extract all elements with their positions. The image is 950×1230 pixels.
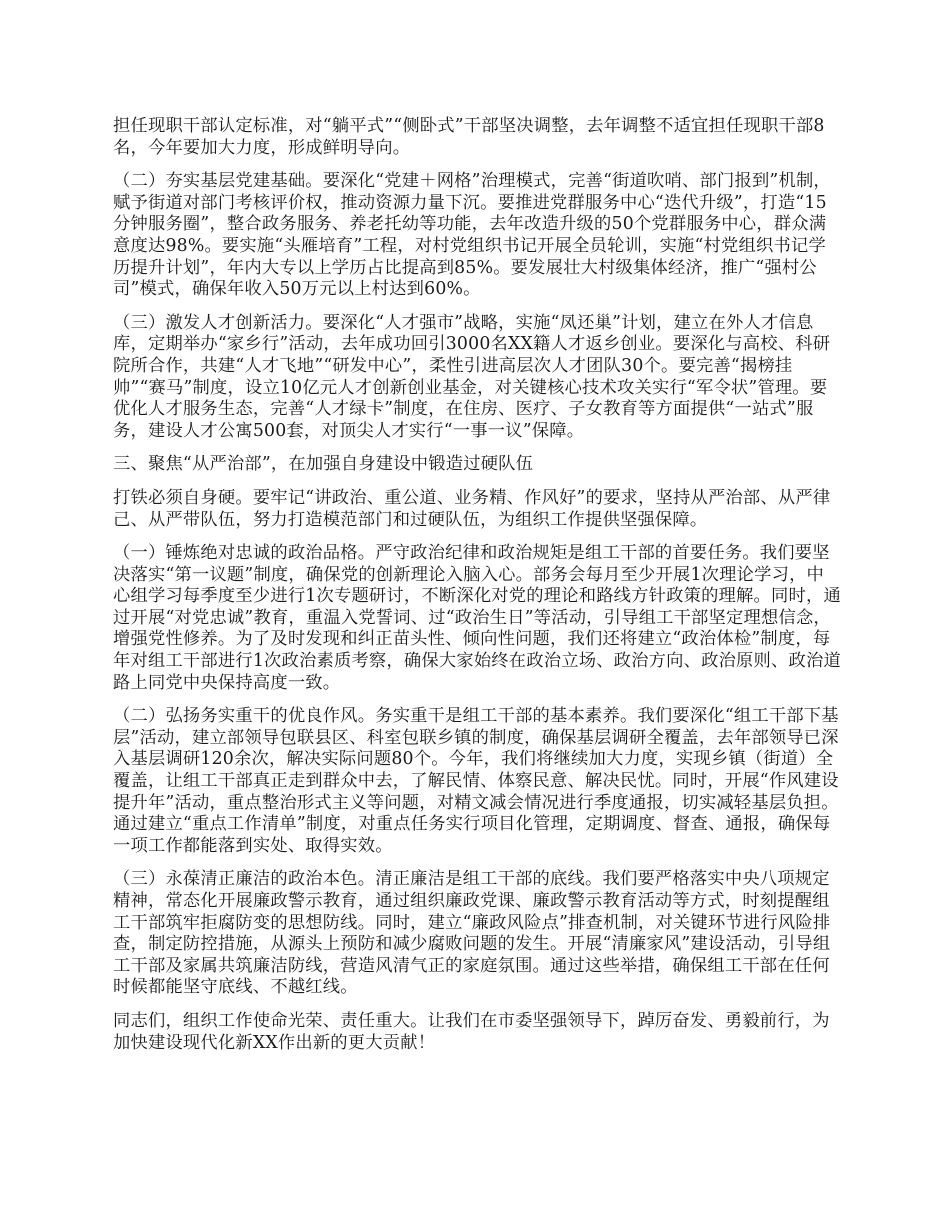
paragraph-political-loyalty: （一）锤炼绝对忠诚的政治品格。严守政治纪律和政治规矩是组工干部的首要任务。我们要坚决落实“第一议题”制度，确保党的创新理论入脑入心。部务会每月至少开展1次理论学习，中心组学习每季度至少进行1次专题研讨，不断深化对党的理论和路线方针政策的理解。同时，通过开展“对党忠诚”教育，重温入党誓词、过“政治生日”等活动，引导组工干部坚定理想信念，增强党性修养。为了及时发现和纠正苗头性、倾向性问题，我们还将建立“政治体检”制度，每年对组工干部进行1次政治素质考察，确保大家始终在政治立场、政治方向、政治原则、政治道路上同党中央保持高度一致。 <box>113 543 841 693</box>
section-heading-strict-governance: 三、聚焦“从严治部”，在加强自身建设中锻造过硬队伍 <box>113 454 534 475</box>
paragraph-talent-innovation: （三）激发人才创新活力。要深化“人才强市”战略，实施“凤还巢”计划，建立在外人才信息库，定期举办“家乡行”活动，去年成功回引3000名XX籍人才返乡创业。要深化与高校、科研院所合作，共建“人才飞地”“研发中心”，柔性引进高层次人才团队30个。要完善“揭榜挂帅”“赛马”制度，设立10亿元人才创新创业基金，对关键核心技术攻关实行“军令状”管理。要优化人才服务生态，完善“人才绿卡”制度，在住房、医疗、子女教育等方面提供“一站式”服务，建设人才公寓500套，对顶尖人才实行“一事一议”保障。 <box>113 312 831 441</box>
paragraph-integrity: （三）永葆清正廉洁的政治本色。清正廉洁是组工干部的底线。我们要严格落实中央八项规定精神，常态化开展廉政警示教育，通过组织廉政党课、廉政警示教育活动等方式，时刻提醒组工干部筑牢拒腐防变的思想防线。同时，建立“廉政风险点”排查机制，对关键环节进行风险排查，制定防控措施，从源头上预防和减少腐败问题的发生。开展“清廉家风”建设活动，引导组工干部及家属共筑廉洁防线，营造风清气正的家庭氛围。通过这些举措，确保组工干部在任何时候都能坚守底线、不越红线。 <box>113 869 831 998</box>
paragraph-cadre-standards: 担任现职干部认定标准，对“躺平式”“侧卧式”干部坚决调整，去年调整不适宜担任现职干部8名，今年要加大力度，形成鲜明导向。 <box>113 116 825 158</box>
paragraph-self-discipline: 打铁必须自身硬。要牢记“讲政治、重公道、业务精、作风好”的要求，坚持从严治部、从严律己、从严带队伍，努力打造模范部门和过硬队伍，为组织工作提供坚强保障。 <box>113 487 831 530</box>
document-page <box>113 116 841 1066</box>
paragraph-pragmatic-style: （二）弘扬务实重干的优良作风。务实重干是组工干部的基本素养。我们要深化“组工干部下基层”活动，建立部领导包联县区、科室包联乡镇的制度，确保基层调研全覆盖，去年部领导已深入基层调研120余次，解决实际问题80个。今年，我们将继续加大力度，实现乡镇（街道）全覆盖，让组工干部真正走到群众中去，了解民情、体察民意、解决民忧。同时，开展“作风建设提升年”活动，重点整治形式主义等问题，对精文减会情况进行季度通报，切实减轻基层负担。通过建立“重点工作清单”制度，对重点任务实行项目化管理，定期调度、督查、通报，确保每一项工作都能落到实处、取得实效。 <box>113 706 839 856</box>
paragraph-grassroots-party-building: （二）夯实基层党建基础。要深化“党建＋网格”治理模式，完善“街道吹哨、部门报到”机制，赋予街道对部门考核评价权，推动资源力量下沉。要推进党群服务中心“迭代升级”，打造“15分钟服务圈”，整合政务服务、养老托幼等功能，去年改造升级的50个党群服务中心，群众满意度达98%。要实施“头雁培育”工程，对村党组织书记开展全员轮训，实施“村党组织书记学历提升计划”，年内大专以上学历占比提高到85%。要发展壮大村级集体经济，推广“强村公司”模式，确保年收入50万元以上村达到60%。 <box>113 171 831 300</box>
paragraph-closing: 同志们，组织工作使命光荣、责任重大。让我们在市委坚强领导下，踔厉奋发、勇毅前行，为加快建设现代化新XX作出新的更大贡献！ <box>113 1010 830 1053</box>
